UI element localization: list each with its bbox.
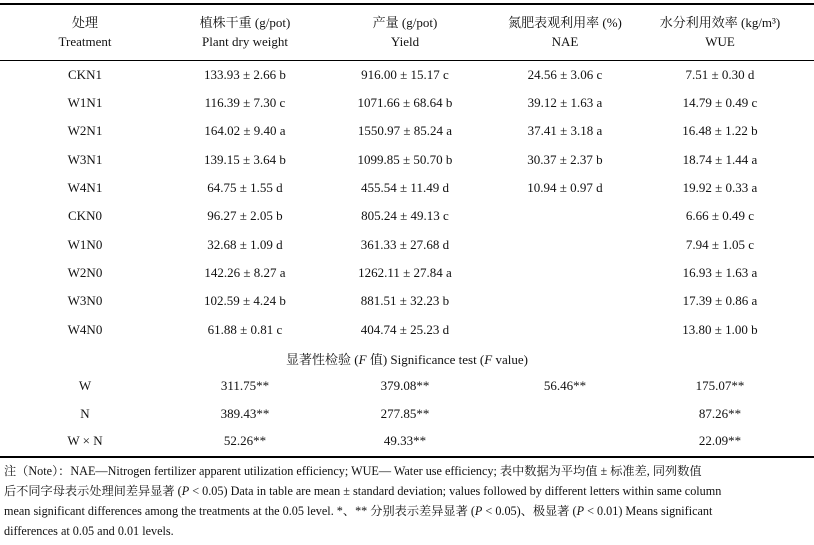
yield-cell: 404.74 ± 25.23 d	[360, 322, 450, 337]
f-value-wue: 87.26**	[698, 406, 742, 421]
note-text: mean significant differences among the treatments at the 0.05 level. *、** 分别表示差异显著 (	[4, 504, 475, 518]
f-value-wue: 175.07**	[695, 378, 745, 393]
factor-cell: N	[80, 406, 90, 421]
note-text: 后不同字母表示处理间差异显著 (	[4, 484, 182, 498]
header-plant-dry-weight	[165, 13, 325, 51]
wue-cell: 17.39 ± 0.86 a	[682, 293, 758, 308]
significance-row	[0, 376, 814, 396]
note-p-italic: P	[576, 504, 585, 518]
table-row	[0, 206, 814, 226]
nae-cell: 24.56 ± 3.06 c	[527, 67, 603, 82]
note-line	[4, 461, 810, 481]
header-plant-dry-weight-en: Plant dry weight	[202, 34, 288, 49]
treatment-cell: W4N1	[67, 180, 103, 195]
treatment-cell: CKN1	[68, 67, 102, 82]
wue-cell: 13.80 ± 1.00 b	[682, 322, 758, 337]
wue-cell: 6.66 ± 0.49 c	[685, 208, 755, 223]
table-row	[0, 121, 814, 141]
table-row	[0, 150, 814, 170]
plant-dry-weight-cell: 116.39 ± 7.30 c	[204, 95, 286, 110]
plant-dry-weight-cell: 142.26 ± 8.27 a	[204, 265, 286, 280]
yield-cell: 805.24 ± 49.13 c	[361, 208, 449, 223]
note-text: < 0.05)、极显著 (	[482, 504, 577, 518]
sig-title-f-italic: F	[484, 352, 493, 367]
sig-title-part: 值) Significance test (	[366, 352, 485, 367]
table-row	[0, 263, 814, 283]
note-line	[4, 481, 810, 501]
header-plant-dry-weight-zh: 植株干重 (g/pot)	[199, 15, 291, 30]
plant-dry-weight-cell: 164.02 ± 9.40 a	[204, 123, 286, 138]
nae-cell: 30.37 ± 2.37 b	[527, 152, 603, 167]
treatment-cell: W2N0	[67, 265, 103, 280]
table-row	[0, 320, 814, 340]
header-treatment	[35, 13, 135, 51]
plant-dry-weight-cell: 61.88 ± 0.81 c	[207, 322, 283, 337]
wue-cell: 14.79 ± 0.49 c	[682, 95, 758, 110]
bottom-rule	[0, 456, 814, 458]
header-yield-zh: 产量 (g/pot)	[372, 15, 438, 30]
factor-cell: W × N	[67, 433, 103, 448]
note-p-italic: P	[474, 504, 483, 518]
yield-cell: 916.00 ± 15.17 c	[361, 67, 449, 82]
note-text: differences at 0.05 and 0.01 levels.	[4, 524, 174, 538]
f-value-yield: 277.85**	[380, 406, 430, 421]
yield-cell: 881.51 ± 32.23 b	[360, 293, 450, 308]
plant-dry-weight-cell: 139.15 ± 3.64 b	[204, 152, 286, 167]
sig-title-f-italic: F	[358, 352, 367, 367]
wue-cell: 19.92 ± 0.33 a	[682, 180, 758, 195]
header-treatment-en: Treatment	[58, 34, 112, 49]
factor-cell: W	[78, 378, 92, 393]
table-row	[0, 235, 814, 255]
treatment-cell: CKN0	[68, 208, 102, 223]
f-value-plant-dry-weight: 311.75**	[220, 378, 270, 393]
note-line	[4, 521, 810, 541]
plant-dry-weight-cell: 64.75 ± 1.55 d	[207, 180, 283, 195]
table-row	[0, 178, 814, 198]
wue-cell: 18.74 ± 1.44 a	[682, 152, 758, 167]
note-text: < 0.01) Means significant	[584, 504, 713, 518]
nae-cell: 37.41 ± 3.18 a	[527, 123, 603, 138]
header-wue-en: WUE	[705, 34, 735, 49]
header-treatment-zh: 处理	[71, 15, 98, 30]
significance-row	[0, 404, 814, 424]
treatment-cell: W4N0	[67, 322, 103, 337]
note-line	[4, 501, 810, 521]
f-value-nae: 56.46**	[543, 378, 587, 393]
top-rule	[0, 3, 814, 5]
yield-cell: 455.54 ± 11.49 d	[361, 180, 449, 195]
header-wue-zh: 水分利用效率 (kg/m³)	[659, 15, 781, 30]
table-row	[0, 291, 814, 311]
wue-cell: 7.51 ± 0.30 d	[685, 67, 755, 82]
f-value-yield: 379.08**	[380, 378, 430, 393]
significance-test-title	[0, 350, 814, 370]
table-note	[4, 461, 810, 541]
f-value-wue: 22.09**	[698, 433, 742, 448]
treatment-cell: W3N1	[67, 152, 103, 167]
yield-cell: 1099.85 ± 50.70 b	[357, 152, 453, 167]
f-value-plant-dry-weight: 52.26**	[223, 433, 267, 448]
treatment-cell: W1N0	[67, 237, 103, 252]
note-p-italic: P	[181, 484, 190, 498]
wue-cell: 16.48 ± 1.22 b	[682, 123, 758, 138]
header-nae	[485, 13, 645, 51]
header-rule	[0, 60, 814, 61]
note-text: < 0.05) Data in table are mean ± standard deviation; values followed by different letters within same column	[189, 484, 722, 498]
plant-dry-weight-cell: 102.59 ± 4.24 b	[204, 293, 286, 308]
f-value-plant-dry-weight: 389.43**	[220, 406, 270, 421]
plant-dry-weight-cell: 32.68 ± 1.09 d	[207, 237, 283, 252]
header-nae-en: NAE	[551, 34, 579, 49]
yield-cell: 1071.66 ± 68.64 b	[357, 95, 453, 110]
sig-title-part: value)	[492, 352, 528, 367]
header-nae-zh: 氮肥表观利用率 (%)	[508, 15, 622, 30]
significance-row	[0, 431, 814, 451]
wue-cell: 16.93 ± 1.63 a	[682, 265, 758, 280]
note-text: 注（Note）：NAE—Nitrogen fertilizer apparent utilization efficiency; WUE— Water use efficiency; 表中数据为平均值 ± 标准差, 同列数值	[4, 464, 702, 478]
table-row	[0, 65, 814, 85]
plant-dry-weight-cell: 133.93 ± 2.66 b	[204, 67, 286, 82]
table-row	[0, 93, 814, 113]
yield-cell: 1550.97 ± 85.24 a	[357, 123, 453, 138]
nae-cell: 10.94 ± 0.97 d	[527, 180, 603, 195]
yield-cell: 1262.11 ± 27.84 a	[358, 265, 452, 280]
nae-cell: 39.12 ± 1.63 a	[527, 95, 603, 110]
treatment-cell: W3N0	[67, 293, 103, 308]
f-value-yield: 49.33**	[383, 433, 427, 448]
wue-cell: 7.94 ± 1.05 c	[685, 237, 755, 252]
plant-dry-weight-cell: 96.27 ± 2.05 b	[207, 208, 283, 223]
treatment-cell: W2N1	[67, 123, 103, 138]
treatment-cell: W1N1	[67, 95, 103, 110]
header-yield-en: Yield	[390, 34, 420, 49]
header-yield	[325, 13, 485, 51]
header-wue	[635, 13, 805, 51]
yield-cell: 361.33 ± 27.68 d	[360, 237, 450, 252]
sig-title-part: 显著性检验 (	[286, 352, 359, 367]
